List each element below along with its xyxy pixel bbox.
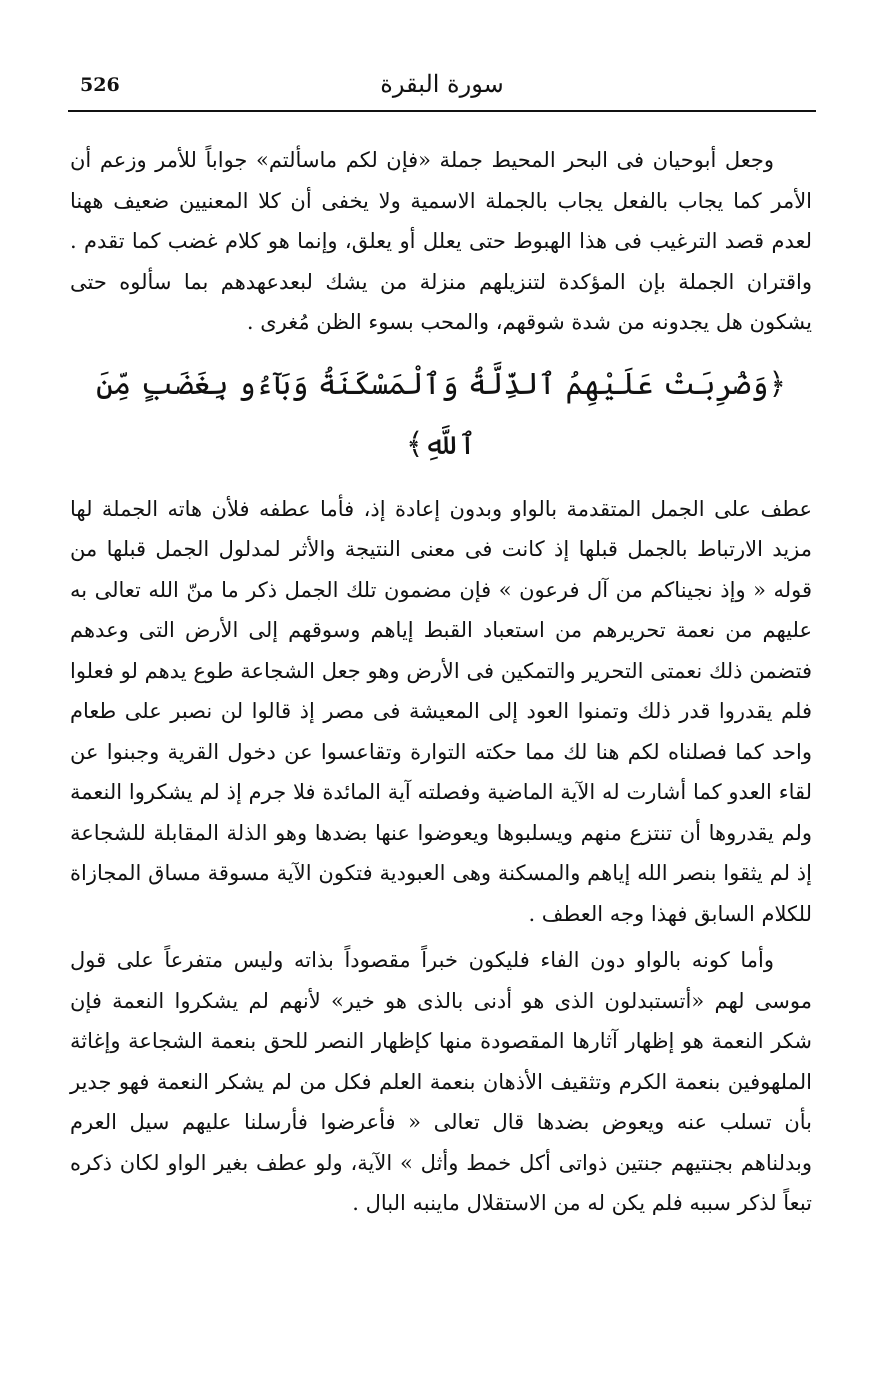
page-number: 526: [80, 74, 120, 96]
running-title: سورة البقرة: [380, 70, 504, 98]
verse-close-bracket: ﴾: [405, 426, 424, 462]
paragraph-3: وأما كونه بالواو دون الفاء فليكون خبراً مقصوداً بذاته وليس متفرعاً على قول موسى لهم «أتستبدلون الذى هو أدنى بالذى هو خير» لأنهم لم يشكروا النعمة فإن شكر النعمة هو إظهار آثارها المقصودة منها كإظهار النصر للحق بنعمة الشجاعة وإغاثة الملهوفين بنعمة الكرم وتثقيف الأذهان بنعمة العلم فكل من لم يشكر النعمة فهو جدير بأن تسلب عنه ويعوض بضدها قال تعالى « فأعرضوا فأرسلنا عليهم سيل العرم وبدلناهم بجنتيهم جنتين ذواتى أكل خمط وأثل » الآية، ولو عطف بغير الواو لكان ذكره تبعاً لذكر سببه فلم يكن له من الاستقلال ماينبه البال .: [70, 948, 812, 1215]
verse-text: وَضُرِبَتْ عَلَيْهِمُ ٱلذِّلَّةُ وَٱلْمَسْكَنَةُ وَبَآءُو بِغَضَبٍ مِّنَ ٱللَّهِ: [95, 366, 769, 462]
page-body: [70, 140, 812, 1224]
quranic-verse: [70, 355, 812, 475]
paragraph-1: وجعل أبوحيان فى البحر المحيط جملة «فإن لكم ماسألتم» جواباً للأمر وزعم أن الأمر كما يجاب بالفعل يجاب بالجملة الاسمية ولا يخفى أن كلا المعنيين ضعيف ههنا لعدم قصد الترغيب فى هذا الهبوط حتى يعلل أو يعلق، وإنما هو كلام غضب كما تقدم . واقتران الجملة بإن المؤكدة لتنزيلهم منزلة من يشك لبعدعهدهم بما سألوه حتى يشكون هل يجدونه من شدة شوقهم، والمحب بسوء الظن مُغرى .: [70, 148, 812, 334]
page-header: [68, 62, 816, 112]
verse-open-bracket: ﴿: [768, 366, 787, 402]
paragraph-2: عطف على الجمل المتقدمة بالواو وبدون إعادة إذ، فأما عطفه فلأن هاته الجملة لها مزيد الارتباط بالجمل قبلها إذ كانت فى معنى النتيجة والأثر لمدلول الجمل قبلها من قوله « وإذ نجيناكم من آل فرعون » فإن مضمون تلك الجمل ذكر ما منّ الله تعالى به عليهم من نعمة تحريرهم من استعباد القبط إياهم وسوقهم إلى الأرض التى وعدهم فتضمن ذلك نعمتى التحرير والتمكين فى الأرض وهو جعل الشجاعة طوع يدهم لو فعلوا فلم يقدروا قدر ذلك وتمنوا العود إلى المعيشة فى مصر إذ قالوا لن نصبر على طعام واحد كما فصلناه لكم هنا لك مما حكته التوارة وتقاعسوا عن دخول القرية وجبنوا عن لقاء العدو كما أشارت له الآية الماضية وفصلته آية المائدة فلا جرم إذ لم يشكروا النعمة ولم يقدروها أن تنتزع منهم ويسلبوها ويعوضوا عنها بضدها وهو الذلة المقابلة للشجاعة إذ لم يثقوا بنصر الله إياهم والمسكنة وهى العبودية فتكون الآية مسوقة مساق المجازاة للكلام السابق فهذا وجه العطف .: [70, 496, 812, 926]
